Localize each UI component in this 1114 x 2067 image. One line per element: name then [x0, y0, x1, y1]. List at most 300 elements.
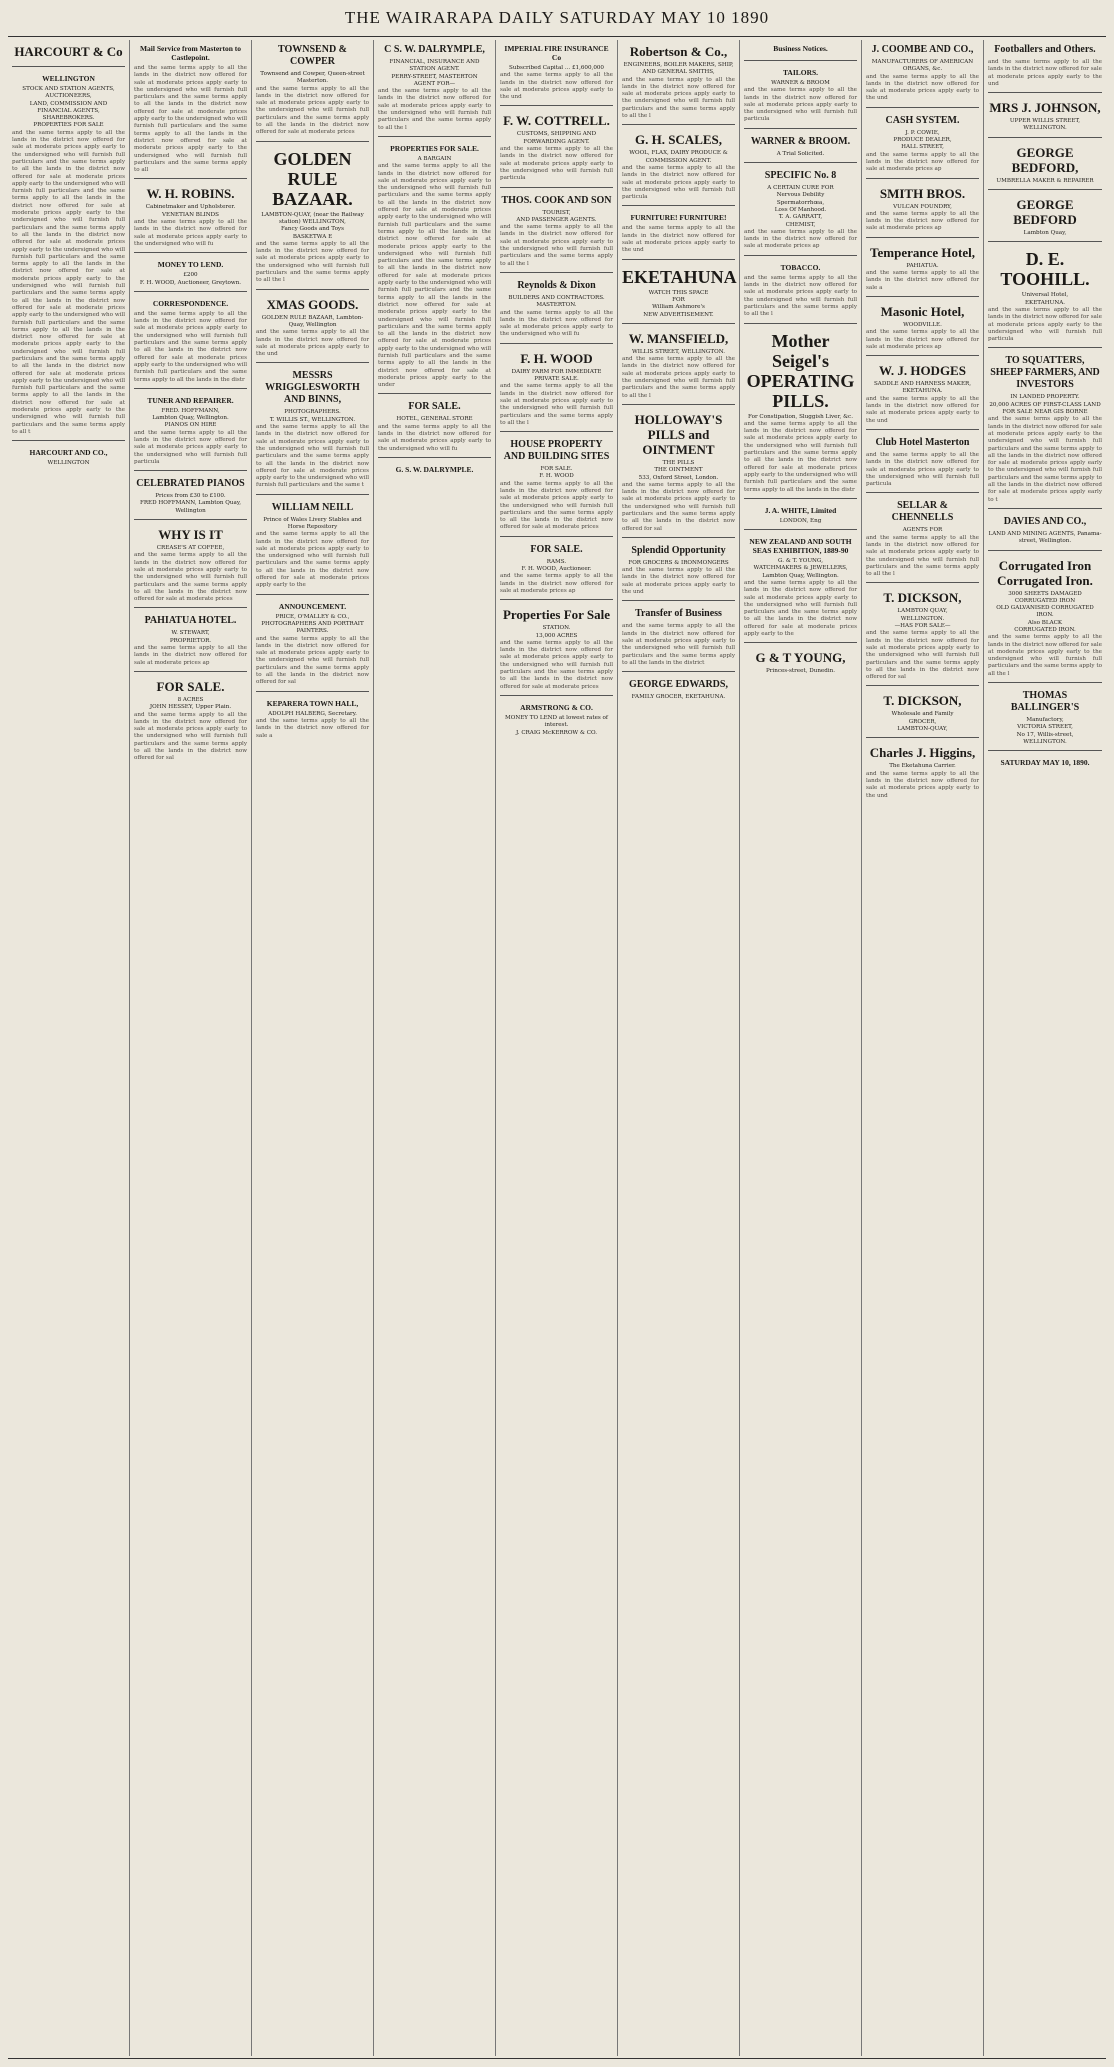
- ad-line: ADOLPH HALBERG, Secretary.: [268, 710, 357, 717]
- ad-body-text: and the same terms apply to all the lands in the district now offered for sale at moderate prices apply early to the undersigned who will furnish full particulars and the same terms apply to all the lands in the district now offered for sal: [256, 635, 369, 686]
- ad-heading: FOR SALE.: [408, 401, 461, 413]
- ad-line: UMBRELLA MAKER & REPAIRER: [996, 177, 1094, 184]
- ad-heading: MONEY TO LEND.: [157, 260, 224, 270]
- advertisement: [12, 44, 125, 67]
- advertisement: [134, 44, 247, 179]
- ad-heading: EKETAHUNA: [622, 266, 737, 287]
- advertisement: [622, 213, 735, 259]
- column-5: [496, 40, 618, 2056]
- advertisement: [378, 465, 491, 481]
- ad-line: Lambton Quay, Wellington.: [152, 415, 229, 422]
- ad-line: 533, Oxford Street, London.: [638, 474, 719, 481]
- ad-body-text: and the same terms apply to all the lands in the district now offered for sale a: [256, 717, 369, 739]
- advertisement: [256, 502, 369, 595]
- ad-body-text: and the same terms apply to all the lands in the district now offered for sale at moderate prices apply early to the und: [988, 59, 1102, 87]
- advertisement: [744, 506, 857, 530]
- ad-body-text: and the same terms apply to all the lands in the district now offered for sale a: [866, 270, 979, 291]
- ad-heading: Footballers and Others.: [994, 44, 1096, 55]
- ad-heading: Club Hotel Masterton: [875, 436, 970, 448]
- ad-line: Also BLACK: [1027, 619, 1063, 626]
- advertisement: [988, 249, 1102, 348]
- advertisement: [500, 544, 613, 600]
- ad-heading: WELLINGTON: [42, 74, 95, 83]
- ad-heading: Mail Service from Masterton to Castlepoint.: [139, 44, 242, 62]
- ad-body-text: and the same terms apply to all the lands in the district now offered for sale at moderate prices apply early to the undersigned who will furnish full particulars and the same terms apply to all the lands in the district now offered for sale at moderate prices: [256, 85, 369, 136]
- ad-heading: HARCOURT AND CO.,: [29, 448, 108, 458]
- advertisement: [12, 74, 125, 441]
- ad-line: J. CRAIG McKERROW & CO.: [515, 729, 598, 736]
- ad-body-text: and the same terms apply to all the lands in the district now offered for sale at moderate prices apply early to the und: [866, 73, 979, 102]
- ad-body-text: and the same terms apply to all the lands in the district now offered for sale at moderate prices apply early to the undersigned who will furnish full particulars and the same terms apply to all the lands in the district now offered for sale at moderate prices apply early to the undersigned who will furnish full particulars and the same terms apply to all the lands in the district now offered for sale at moderate prices apply early to the undersigned who will furnish full particulars and the same terms apply to all the lands in the district now offered for sale at moderate prices apply early to the undersigned who will furnish full particulars and the same terms apply to all the lands in the district now offered for sale at moderate prices apply early to the undersigned who will furnish full particulars and the same terms apply to all the lands in the district now offered for sale at moderate prices apply early to the undersigned who will furnish full particulars and the same terms apply to all the lands in the district now offered for sale at moderate prices apply early to the undersigned who will furnish full particulars and the same terms apply to all the lands in the district now offered for sale at moderate prices apply early to the undersigned who will furnish full particulars and the same terms apply to all the lands in the district now offered for sale at moderate prices apply early to the undersigned who will furnish full particulars and the same terms apply to all t: [12, 129, 125, 435]
- advertisement: [744, 170, 857, 256]
- ad-heading: GOLDEN RULE BAZAAR.: [272, 148, 353, 209]
- advertisement: [744, 650, 857, 679]
- ad-line: UPPER WILLIS STREET,: [1009, 118, 1081, 125]
- ad-line: PAHIATUA.: [906, 262, 939, 269]
- ad-heading: Robertson & Co.,: [629, 44, 728, 59]
- ad-line: —HAS FOR SALE—: [894, 623, 951, 630]
- ad-body-text: and the same terms apply to all the lands in the district now offered for sale at moderate prices apply early to the undersigned who will fu: [134, 219, 247, 247]
- ad-line: FAMILY GROCER, EKETAHUNA.: [631, 694, 726, 701]
- advertisement: [500, 280, 613, 344]
- ad-body-text: and the same terms apply to all the lands in the district now offered for sale at moderate prices apply early to the undersigned who will furnish full particulars and the same terms apply to all the l: [378, 88, 491, 131]
- advertisement: [744, 44, 857, 61]
- masthead-rule: [8, 36, 1106, 37]
- ad-line: PRODUCE DEALER,: [893, 137, 952, 144]
- ad-heading: WILLIAM NEILL: [271, 501, 354, 513]
- ad-line: RAMS.: [546, 558, 567, 565]
- ad-body-text: and the same terms apply to all the lands in the district now offered for sale at moderate prices apply early to the undersigned who will furnish full particulars and the same terms apply to all the l: [256, 240, 369, 284]
- ad-line: For Constipation, Sluggish Liver, &c.: [748, 413, 853, 420]
- ad-heading: TAILORS.: [782, 68, 819, 77]
- ad-body-text: and the same terms apply to all the lands in the district now offered for sale at moderate prices apply early to the undersigned who will furnish full particula: [134, 429, 247, 465]
- advertisement: [866, 590, 979, 686]
- ad-body-text: and the same terms apply to all the lands in the district now offered for sale at moderate prices apply early to the undersigned who will furnish full particulars and the same terms apply to all the l: [988, 634, 1102, 677]
- ad-line: IN LANDED PROPERTY.: [1010, 394, 1080, 401]
- ad-line: CUSTOMS, SHIPPING AND FORWARDING AGENT.: [516, 131, 597, 145]
- ad-line: Nervous Debility: [776, 192, 825, 199]
- ad-heading: W. J. HODGES: [879, 363, 966, 379]
- ad-heading: Reynolds & Dixon: [517, 279, 596, 291]
- advertisement-columns: [8, 40, 1106, 2056]
- ad-line: Manufactory,: [1026, 717, 1064, 724]
- ad-body-text: and the same terms apply to all the lands in the district now offered for sale at moderate prices apply early to the undersigned who will furnish full particulars and the same terms apply to all the lands in the district now offered for sale at moderate prices apply early to the undersigned who will furnish full particulars and the same terms apply to all the lands in the distr: [134, 310, 247, 383]
- advertisement: [134, 615, 247, 671]
- advertisement: [500, 351, 613, 432]
- ad-line: Loss Of Manhood.: [774, 206, 827, 213]
- ad-body-text: and the same terms apply to all the lands in the district now offered for sale at moderate prices apply early to the undersigned who will furnish full particulars and the same terms apply to all the lands in the district now offered for sal: [866, 630, 979, 681]
- ad-body-text: and the same terms apply to all the lands in the district now offered for sale at moderate prices apply early to the undersigned who will furnish full particulars and the same terms apply to all the l: [622, 356, 735, 399]
- ad-line: FOR: [672, 296, 685, 303]
- ad-heading: J. A. WHITE, Limited: [764, 505, 837, 515]
- ad-heading: W. H. ROBINS.: [146, 186, 235, 202]
- ad-body-text: and the same terms apply to all the lands in the district now offered for sale at moderate prices ap: [866, 210, 979, 232]
- ad-line: WOOL, FLAX, DAIRY PRODUCE & COMMISSION AGENT.: [629, 150, 728, 164]
- ad-body-text: and the same terms apply to all the lands in the district now offered for sale at moderate prices apply early to the undersigned who will furnish full particulars and the same terms apply to all the lands in the district now offered for sale at moderate prices apply early to the undersigned who will furnish full particulars and the same terms apply to all the lands in the distr: [744, 420, 857, 493]
- advertisement: [134, 679, 247, 767]
- advertisement: [256, 297, 369, 364]
- ad-body-text: and the same terms apply to all the lands in the district now offered for sale at moderate prices apply early to the undersigned who will furnish full particulars and the same terms apply to all the lands in the district now offered for sale at moderate prices apply early to the undersigned who will furnish full particulars and the same terms apply to all the lands in the district now offered for sale at moderate prices apply early to the undersigned who will furnish full particulars and the same terms apply to all the lands in the district now offered for sale at moderate prices apply early to the undersigned who will furnish full particulars and the same terms apply to all the lands in the district now offered for sale at moderate prices apply early to the undersigned who will furnish full particulars and the same terms apply to all the lands in the district now offered for sale at moderate prices apply early to the undersigned who will furnish full particulars and the same terms apply to all the lands in the district now offered for sale at moderate prices apply early to the under: [378, 163, 491, 389]
- ad-line: AGENT FOR—: [413, 80, 456, 87]
- column-9: [984, 40, 1106, 2056]
- ad-heading: WARNER & BROOM.: [750, 135, 851, 147]
- advertisement: [744, 68, 857, 129]
- ad-line: PROPERTIES FOR SALE: [33, 122, 104, 129]
- ad-heading: C S. W. DALRYMPLE,: [384, 44, 485, 55]
- ad-heading: TOWNSEND & COWPER: [278, 44, 347, 67]
- ad-line: NEW ADVERTISEMENT.: [643, 311, 714, 318]
- advertisement: [988, 145, 1102, 190]
- ad-line: Prince of Wales Livery Stables and Horse Repository: [263, 516, 362, 530]
- ad-heading: WHY IS IT: [158, 527, 223, 543]
- ad-heading: IMPERIAL FIRE INSURANCE Co: [504, 44, 609, 62]
- ad-line: 13,000 ACRES: [535, 632, 578, 639]
- column-6: [618, 40, 740, 2056]
- ad-line: TOURIST,: [542, 209, 571, 216]
- ad-heading: Mother Seigel's OPERATING PILLS.: [746, 330, 855, 411]
- ad-heading: Corrugated Iron Corrugated Iron.: [997, 557, 1093, 588]
- ad-heading: GEORGE BEDFORD,: [1011, 144, 1079, 175]
- advertisement: [500, 113, 613, 187]
- ad-line: A BARGAIN: [417, 155, 452, 162]
- advertisement: [744, 263, 857, 324]
- advertisement: [866, 363, 979, 430]
- ad-body-text: and the same terms apply to all the lands in the district now offered for sale at moderate prices apply early to the undersigned who will furnish full particulars and the same terms apply to all the lands in the district now offered for sale at moderate prices: [134, 552, 247, 603]
- ad-heading: G & T YOUNG,: [755, 650, 846, 666]
- ad-body-text: and the same terms apply to all the lands in the district now offered for sale at moderate prices ap: [500, 573, 613, 594]
- ad-line: PHOTOGRAPHERS.: [284, 409, 341, 416]
- advertisement: [866, 304, 979, 356]
- ad-heading: J. COOMBE AND CO.,: [871, 44, 974, 55]
- column-4: [374, 40, 496, 2056]
- advertisement: [500, 195, 613, 273]
- ad-body-text: and the same terms apply to all the lands in the district now offered for sale at moderate prices apply early to the undersigned who will furnish full particulars and the same terms apply to all the lands in the district now offered for sal: [134, 711, 247, 762]
- advertisement: [988, 690, 1102, 751]
- ad-heading: TOBACCO.: [780, 262, 821, 272]
- ad-line: WATCH THIS SPACE: [648, 289, 709, 296]
- ad-line: LAMBTON-QUAY, (near the Railway station) WELLINGTON,: [261, 211, 364, 225]
- ad-line: F. H. WOOD: [539, 473, 574, 480]
- ad-heading: CELEBRATED PIANOS: [136, 478, 245, 490]
- ad-heading: HOUSE PROPERTY AND BUILDING SITES: [503, 439, 610, 463]
- ad-line: LAND AND MINING AGENTS, Panama-street, Wellington.: [988, 530, 1102, 545]
- column-1: [8, 40, 130, 2056]
- ad-line: The Eketahuna Carrier.: [889, 763, 956, 770]
- advertisement: [866, 500, 979, 583]
- column-2: [130, 40, 252, 2056]
- ad-heading: Charles J. Higgins,: [869, 745, 976, 761]
- ad-body-text: and the same terms apply to all the lands in the district now offered for sale at moderate prices apply early to the undersigned who will furnish full particulars and the same terms apply to all the lands in the district now offered for sale at moderate prices apply early to the: [256, 531, 369, 589]
- ad-heading: W. MANSFIELD,: [628, 330, 729, 346]
- ad-body-text: and the same terms apply to all the lands in the district now offered for sale at moderate prices apply early to the undersigned who will furnish full particula: [988, 306, 1102, 343]
- advertisement: [988, 516, 1102, 551]
- ad-heading: SPECIFIC No. 8: [764, 170, 837, 182]
- ad-line: Princes-street, Dunedin.: [765, 668, 835, 675]
- ad-line: HALL STREET,: [901, 144, 944, 151]
- ad-body-text: and the same terms apply to all the lands in the district now offered for sale at moderate prices apply early to the und: [622, 567, 735, 596]
- ad-body-text: and the same terms apply to all the lands in the district now offered for sale at moderate prices apply early to the und: [622, 225, 735, 254]
- column-3: [252, 40, 374, 2056]
- ad-body-text: and the same terms apply to all the lands in the district now offered for sale at moderate prices ap: [866, 329, 979, 350]
- ad-body-text: and the same terms apply to all the lands in the district now offered for sale at moderate prices ap: [744, 228, 857, 250]
- ad-heading: XMAS GOODS.: [266, 296, 359, 312]
- ad-line: VICTORIA STREET,: [1017, 724, 1073, 731]
- advertisement: [744, 331, 857, 499]
- ad-heading: Transfer of Business: [635, 608, 722, 620]
- ad-body-text: and the same terms apply to all the lands in the district now offered for sale at moderate prices apply early to the undersigned who will furnish full particulars and the same terms apply to all the lands in the district now offered for sale at moderate prices: [500, 480, 613, 531]
- advertisement: [622, 412, 735, 538]
- ad-heading: G. H. SCALES,: [634, 132, 723, 148]
- ad-body-text: and the same terms apply to all the lands in the district now offered for sale at moderate prices apply early to the undersigned who will furnish full particulars and the same terms apply to all the lands in the district now offered for sale at moderate prices apply early to the undersigned who will furnish full particulars and the same terms apply to all the lands in the district now offered for sale at moderate prices apply early to t: [988, 416, 1102, 503]
- ad-line: JOHN HESSEY, Upper Plain.: [149, 704, 232, 711]
- ad-heading: SELLAR & CHENNELLS: [891, 500, 954, 524]
- ad-body-text: and the same terms apply to all the lands in the district now offered for sale at moderate prices apply early to the undersigned who will furnish full particulars and the same terms apply to all the l: [622, 76, 735, 120]
- ad-body-text: and the same terms apply to all the lands in the district now offered for sale at moderate prices apply early to the undersigned who will fu: [500, 309, 613, 338]
- ad-heading: THOS. COOK AND SON: [501, 194, 612, 206]
- ad-line: MONEY TO LEND at lowest rates of interest.: [505, 714, 608, 729]
- advertisement: [988, 558, 1102, 684]
- ad-heading: T. DICKSON,: [883, 693, 962, 709]
- ad-line: PIANOS ON HIRE: [164, 422, 217, 429]
- ad-heading: FURNITURE! FURNITURE!: [630, 213, 727, 223]
- bottom-rule: [8, 2058, 1106, 2059]
- ad-line: T. WILLIS ST., WELLINGTON.: [269, 416, 356, 423]
- advertisement: [866, 437, 979, 493]
- ad-line: LONDON, Eng: [779, 517, 822, 524]
- ad-line: EKETAHUNA.: [1024, 299, 1066, 306]
- advertisement: [500, 44, 613, 106]
- ad-body-text: and the same terms apply to all the lands in the district now offered for sale at moderate prices apply early to the undersigned who will furnish full particulars and the same terms apply to all the lands in the district now offered for sale at moderate prices: [500, 639, 613, 690]
- ad-line: 8 ACRES: [177, 696, 204, 703]
- advertisement: [256, 699, 369, 744]
- ad-heading: PAHIATUA HOTEL.: [144, 615, 237, 627]
- ad-line: Subscribed Capital ... £1,600,000: [508, 65, 604, 71]
- ad-line: A Trial Solicited.: [776, 150, 825, 157]
- ad-line: LAMBTON-QUAY,: [897, 726, 948, 733]
- ad-line: CREASE'S AT COFFEE,: [156, 545, 225, 552]
- advertisement: [988, 197, 1102, 242]
- ad-line: WELLINGTON: [47, 460, 90, 467]
- ad-line: LAMBTON QUAY,: [897, 608, 948, 615]
- ad-body-text: and the same terms apply to all the lands in the district now offered for sale at moderate prices apply early to the undersigned who will furnish full particula: [622, 164, 735, 201]
- ad-heading: KEPARERA TOWN HALL,: [266, 698, 359, 708]
- ad-line: FOR SALE.: [540, 466, 573, 473]
- ad-heading: ARMSTRONG & CO.: [520, 702, 593, 712]
- ad-line: £200: [183, 272, 198, 279]
- ad-heading: SATURDAY MAY 10, 1890.: [1000, 758, 1090, 768]
- ad-body-text: and the same terms apply to all the lands in the district now offered for sale at moderate prices apply early to the undersigned who will furnish full particulars and the same terms apply to all the lands in the district now offered for sale at moderate prices apply early to the undersigned who will furnish full particulars and the same terms apply to all the lands in the district now offered for sale at moderate prices apply early to the undersigned who will furnish full particulars and the same terms apply to all: [134, 65, 247, 174]
- ad-body-text: and the same terms apply to all the lands in the district now offered for sale at moderate prices apply early to the undersigned who will furnish full particula: [744, 87, 857, 123]
- ad-heading: THOMAS BALLINGER'S: [1010, 690, 1080, 714]
- ad-line: A CERTAIN CURE FOR: [767, 185, 834, 192]
- advertisement: [866, 245, 979, 297]
- advertisement: [256, 602, 369, 692]
- advertisement: [622, 679, 735, 705]
- ad-line: WELLINGTON.: [1023, 738, 1067, 745]
- ad-heading: TO SQUATTERS, SHEEP FARMERS, AND INVESTORS: [990, 355, 1100, 391]
- ad-heading: GEORGE EDWARDS,: [629, 679, 728, 691]
- ad-body-text: and the same terms apply to all the lands in the district now offered for sale at moderate prices apply early to the undersigned who will furnish full particula: [866, 451, 979, 488]
- advertisement: [622, 267, 735, 324]
- ad-heading: F. H. WOOD: [520, 350, 593, 366]
- ad-line: WOODVILLE.: [903, 321, 942, 328]
- ad-line: FRED HOFFMANN, Lambton Quay, Wellington: [139, 500, 242, 514]
- advertisement: [744, 136, 857, 163]
- ad-line: WELLINGTON.: [1023, 125, 1067, 132]
- advertisement: [622, 132, 735, 206]
- ad-body-text: and the same terms apply to all the lands in the district now offered for sale at moderate prices apply early to the undersigned who will furnish full particulars and the same terms apply to all the l: [500, 383, 613, 426]
- ad-heading: Splendid Opportunity: [631, 544, 726, 556]
- advertisement: [988, 355, 1102, 508]
- ad-line: J. P. COWIE,: [905, 129, 940, 136]
- advertisement: [988, 44, 1102, 93]
- ad-line: W. STEWART,: [171, 630, 210, 637]
- ad-heading: CASH SYSTEM.: [885, 114, 960, 126]
- ad-heading: Properties For Sale: [502, 607, 611, 623]
- ad-heading: Business Notices.: [773, 44, 828, 53]
- ad-heading: SMITH BROS.: [879, 185, 966, 201]
- ad-line: WILLIS STREET, WELLINGTON.: [631, 348, 726, 355]
- ad-line: WELLINGTON.: [900, 615, 945, 622]
- ad-line: PHOTOGRAPHERS AND PORTRAIT PAINTERS.: [261, 620, 364, 635]
- advertisement: [744, 537, 857, 643]
- ad-line: FOR GROCERS & IRONMONGERS: [628, 559, 729, 566]
- ad-line: VENETIAN BLINDS: [162, 211, 219, 218]
- ad-line: AGENTS FOR: [902, 527, 943, 534]
- ad-heading: F. W. COTTRELL.: [503, 113, 610, 129]
- ad-heading: CORRESPONDENCE.: [152, 298, 229, 308]
- ad-line: STOCK AND STATION AGENTS, AUCTIONEERS,: [22, 86, 115, 100]
- ad-line: MANUFACTURERS OF AMERICAN ORGANS, &c.: [871, 59, 974, 73]
- advertisement: [256, 370, 369, 494]
- ad-line: MASTERTON.: [536, 302, 577, 309]
- column-8: [862, 40, 984, 2056]
- ad-heading: T. DICKSON,: [883, 590, 962, 606]
- ad-line: WARNER & BROOM: [771, 80, 830, 86]
- ad-heading: FOR SALE.: [530, 543, 583, 555]
- ad-heading: HARCOURT & Co: [14, 44, 123, 59]
- ad-line: WATCHMAKERS & JEWELLERS, Lambton Quay, Wellington.: [753, 565, 848, 579]
- ad-line: 20,000 ACRES OF FIRST-CLASS LAND FOR SALE NEAR GIS BORNE: [989, 401, 1101, 416]
- ad-line: F. H. WOOD, Auctioneer, Greytown.: [139, 279, 242, 286]
- advertisement: [866, 745, 979, 803]
- ad-line: F. H. WOOD, Auctioneer.: [521, 566, 592, 573]
- masthead: THE WAIRARAPA DAILY SATURDAY MAY 10 1890: [344, 8, 770, 27]
- ad-line: PRICE, O'MALLEY & CO.,: [275, 613, 350, 620]
- advertisement: [378, 144, 491, 395]
- ad-line: PERRY-STREET, MASTERTON: [391, 73, 478, 80]
- ad-body-text: and the same terms apply to all the lands in the district now offered for sale at moderate prices ap: [866, 151, 979, 173]
- ad-body-text: and the same terms apply to all the lands in the district now offered for sale at moderate prices apply early to the undersigned who will furnish full particulars and the same terms apply to all the lands in the district: [622, 623, 735, 666]
- advertisement: [866, 186, 979, 238]
- advertisement: [866, 115, 979, 179]
- ad-line: No 17, Willis-street,: [1016, 731, 1074, 738]
- ad-body-text: and the same terms apply to all the lands in the district now offered for sale at moderate prices apply early to the und: [256, 329, 369, 358]
- ad-line: THE OINTMENT: [654, 467, 703, 474]
- advertisement: [12, 448, 125, 471]
- ad-heading: DAVIES AND CO.,: [1003, 515, 1087, 527]
- ad-body-text: and the same terms apply to all the lands in the district now offered for sale at moderate prices apply early to the undersigned who will furnish full particulars and the same terms apply to all the l: [866, 534, 979, 578]
- advertisement: [134, 396, 247, 471]
- ad-line: OLD GALVANISED CORRUGATED IRON.: [996, 605, 1094, 619]
- advertisement: [134, 260, 247, 292]
- ad-heading: GEORGE BEDFORD: [1013, 197, 1077, 228]
- ad-heading: Temperance Hotel,: [870, 244, 975, 260]
- ad-heading: HOLLOWAY'S PILLS and OINTMENT: [634, 411, 723, 457]
- ad-line: Prices from £30 to £100.: [155, 493, 226, 500]
- ad-line: Cabinetmaker and Upholsterer.: [145, 204, 236, 211]
- ad-line: BASKETWA E: [292, 233, 333, 240]
- advertisement: [622, 608, 735, 672]
- ad-line: CHEMIST,: [785, 221, 816, 228]
- advertisement: [500, 439, 613, 537]
- advertisement: [622, 545, 735, 601]
- ad-line: BUILDERS AND CONTRACTORS.: [508, 294, 605, 301]
- advertisement: [256, 149, 369, 290]
- ad-heading: NEW ZEALAND AND SOUTH SEAS EXHIBITION, 1889-90: [749, 537, 852, 556]
- ad-line: DAIRY FARM FOR IMMEDIATE PRIVATE SALE.: [511, 368, 602, 383]
- ad-line: GOLDEN RULE BAZAAR, Lambton-Quay, Wellington: [261, 314, 364, 328]
- ad-line: G. & T. YOUNG,: [778, 558, 823, 565]
- ad-line: Lambton Quay,: [1023, 230, 1067, 237]
- ad-line: HOTEL, GENERAL STORE: [396, 416, 473, 423]
- ad-body-text: and the same terms apply to all the lands in the district now offered for sale at moderate prices apply early to the undersigned who will furnish full particulars and the same terms apply to all the lands in the district now offered for sale at moderate prices apply early to the undersigned who will furnish full particulars and the same t: [256, 424, 369, 489]
- ad-body-text: and the same terms apply to all the lands in the district now offered for sale at moderate prices apply early to the undersigned who will furnish full particulars and the same terms apply to all the lands in the district now offered for sale at moderate prices apply early to the: [744, 579, 857, 638]
- ad-heading: MRS J. JOHNSON,: [989, 100, 1101, 116]
- ad-line: Fancy Goods and Toys: [281, 226, 344, 233]
- advertisement: [500, 607, 613, 696]
- ad-body-text: and the same terms apply to all the lands in the district now offered for sale at moderate prices ap: [134, 645, 247, 666]
- ad-body-text: and the same terms apply to all the lands in the district now offered for sale at moderate prices apply early to the und: [866, 770, 979, 799]
- ad-line: PROPRIETOR.: [169, 637, 212, 644]
- advertisement: [256, 44, 369, 142]
- ad-line: FINANCIAL, INSURANCE AND STATION AGENT.: [389, 59, 480, 73]
- ad-line: 3000 SHEETS DAMAGED CORRUGATED IRON: [1008, 590, 1082, 604]
- ad-line: FRED. HOFFMANN,: [161, 407, 220, 414]
- ad-body-text: and the same terms apply to all the lands in the district now offered for sale at moderate prices apply early to the undersigned who will furnish full particulars and the same terms apply to all the l: [500, 224, 613, 267]
- advertisement: [988, 100, 1102, 138]
- column-7: [740, 40, 862, 2056]
- ad-heading: FOR SALE.: [156, 678, 225, 694]
- ad-line: STATION.: [542, 625, 571, 632]
- advertisement: [622, 331, 735, 405]
- ad-heading: ANNOUNCEMENT.: [278, 601, 347, 611]
- ad-heading: Masonic Hotel,: [880, 303, 965, 319]
- ad-line: CORRUGATED IRON.: [1014, 626, 1076, 633]
- ad-line: Spermatorrhœa,: [776, 199, 825, 206]
- ad-body-text: and the same terms apply to all the lands in the district now offered for sale at moderate prices apply early to the und: [500, 72, 613, 101]
- ad-line: Universal Hotel,: [1021, 292, 1069, 299]
- ad-line: VULCAN FOUNDRY,: [893, 203, 952, 210]
- advertisement: [988, 758, 1102, 774]
- ad-line: Townsend and Cowper, Queen-street Masterton.: [260, 71, 365, 85]
- advertisement: [378, 401, 491, 457]
- advertisement: [622, 44, 735, 125]
- ad-body-text: and the same terms apply to all the lands in the district now offered for sale at moderate prices apply early to the undersigned who will furnish full particulars and the same terms apply to all the l: [744, 274, 857, 318]
- advertisement: [134, 299, 247, 389]
- advertisement: [866, 44, 979, 108]
- ad-line: Wholesale and Family: [891, 711, 954, 718]
- ad-body-text: and the same terms apply to all the lands in the district now offered for sale at moderate prices apply early to the und: [866, 395, 979, 424]
- ad-line: SADDLE AND HARNESS MAKER, EKETAHUNA.: [873, 381, 972, 395]
- ad-heading: D. E. TOOHILL.: [1000, 249, 1090, 290]
- ad-line: T. A. GARRATT,: [778, 214, 823, 221]
- advertisement: [378, 44, 491, 137]
- advertisement: [866, 693, 979, 738]
- ad-heading: G. S. W. DALRYMPLE.: [395, 464, 474, 474]
- ad-line: THE PILLS: [662, 459, 695, 466]
- advertisement: [134, 478, 247, 520]
